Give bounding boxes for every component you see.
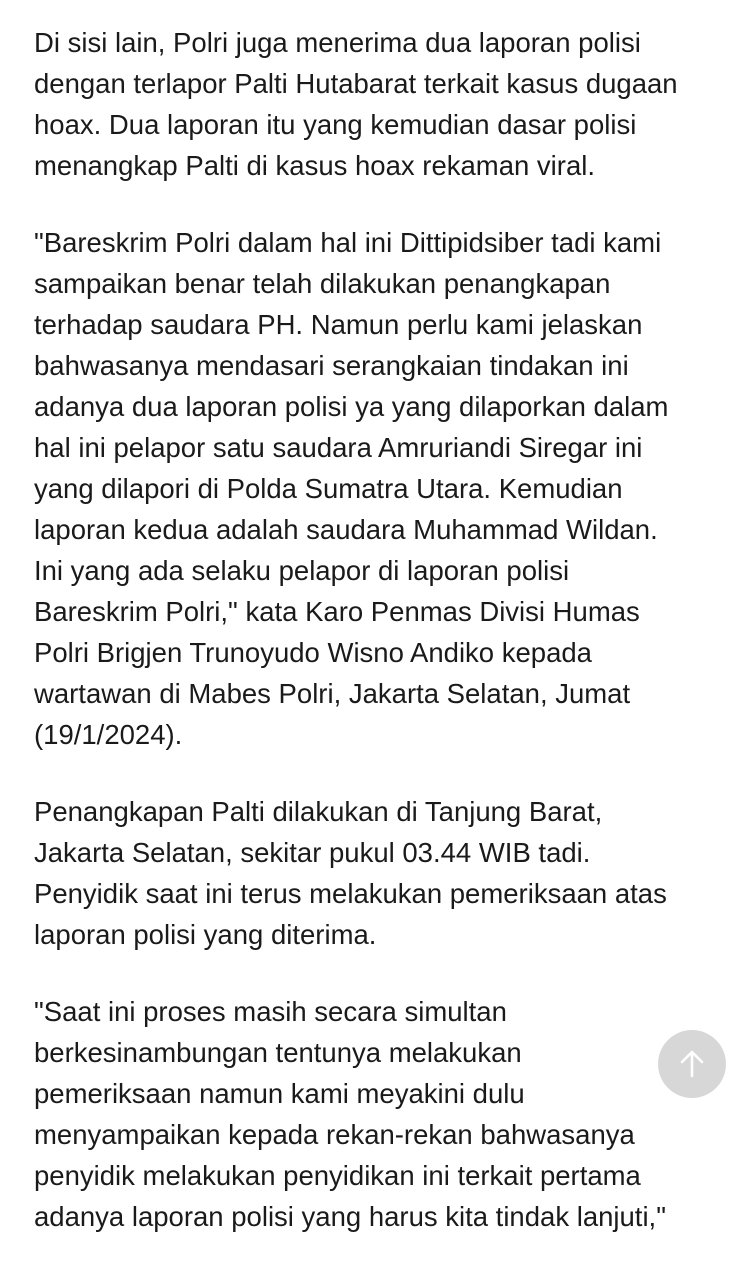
paragraph-line: menangkap Palti di kasus hoax rekaman viral.	[34, 150, 595, 181]
paragraph-line: terhadap saudara PH. Namun perlu kami jelaskan	[34, 309, 643, 340]
paragraph-line: "Saat ini proses masih secara simultan	[34, 996, 507, 1027]
scroll-to-top-button[interactable]	[658, 1030, 726, 1098]
paragraph-line: wartawan di Mabes Polri, Jakarta Selatan, Jumat	[34, 678, 631, 709]
paragraph-line: "Bareskrim Polri dalam hal ini Dittipidsiber tadi kami	[34, 227, 662, 258]
paragraph-line: pemeriksaan namun kami meyakini dulu	[34, 1078, 525, 1109]
paragraph-line: berkesinambungan tentunya melakukan	[34, 1037, 522, 1068]
paragraph-line: adanya laporan polisi yang harus kita tindak lanjuti,"	[34, 1201, 666, 1232]
paragraph-line: (19/1/2024).	[34, 719, 183, 750]
paragraph-line: dengan terlapor Palti Hutabarat terkait kasus dugaan	[34, 68, 678, 99]
paragraph-line: hal ini pelapor satu saudara Amruriandi Siregar ini	[34, 432, 643, 463]
article-paragraph-1	[34, 22, 714, 186]
paragraph-line: laporan polisi yang diterima.	[34, 919, 377, 950]
paragraph-line: hoax. Dua laporan itu yang kemudian dasar polisi	[34, 109, 637, 140]
article-paragraph-4	[34, 991, 714, 1237]
paragraph-line: Bareskrim Polri," kata Karo Penmas Divisi Humas	[34, 596, 640, 627]
paragraph-line: Jakarta Selatan, sekitar pukul 03.44 WIB tadi.	[34, 837, 591, 868]
paragraph-line: sampaikan benar telah dilakukan penangkapan	[34, 268, 611, 299]
paragraph-line: laporan kedua adalah saudara Muhammad Wildan.	[34, 514, 658, 545]
paragraph-line: Polri Brigjen Trunoyudo Wisno Andiko kepada	[34, 637, 592, 668]
article-paragraph-3	[34, 791, 714, 955]
paragraph-line: Penyidik saat ini terus melakukan pemeriksaan atas	[34, 878, 667, 909]
article-paragraph-2	[34, 222, 714, 755]
arrow-up-icon	[675, 1047, 709, 1081]
paragraph-line: Di sisi lain, Polri juga menerima dua laporan polisi	[34, 27, 641, 58]
paragraph-line: Penangkapan Palti dilakukan di Tanjung Barat,	[34, 796, 603, 827]
paragraph-line: yang dilapori di Polda Sumatra Utara. Kemudian	[34, 473, 623, 504]
paragraph-line: penyidik melakukan penyidikan ini terkait pertama	[34, 1160, 641, 1191]
paragraph-line: adanya dua laporan polisi ya yang dilaporkan dalam	[34, 391, 669, 422]
article-body	[34, 22, 714, 1273]
paragraph-line: bahwasanya mendasari serangkaian tindakan ini	[34, 350, 629, 381]
paragraph-line: menyampaikan kepada rekan-rekan bahwasanya	[34, 1119, 635, 1150]
paragraph-line: Ini yang ada selaku pelapor di laporan polisi	[34, 555, 570, 586]
